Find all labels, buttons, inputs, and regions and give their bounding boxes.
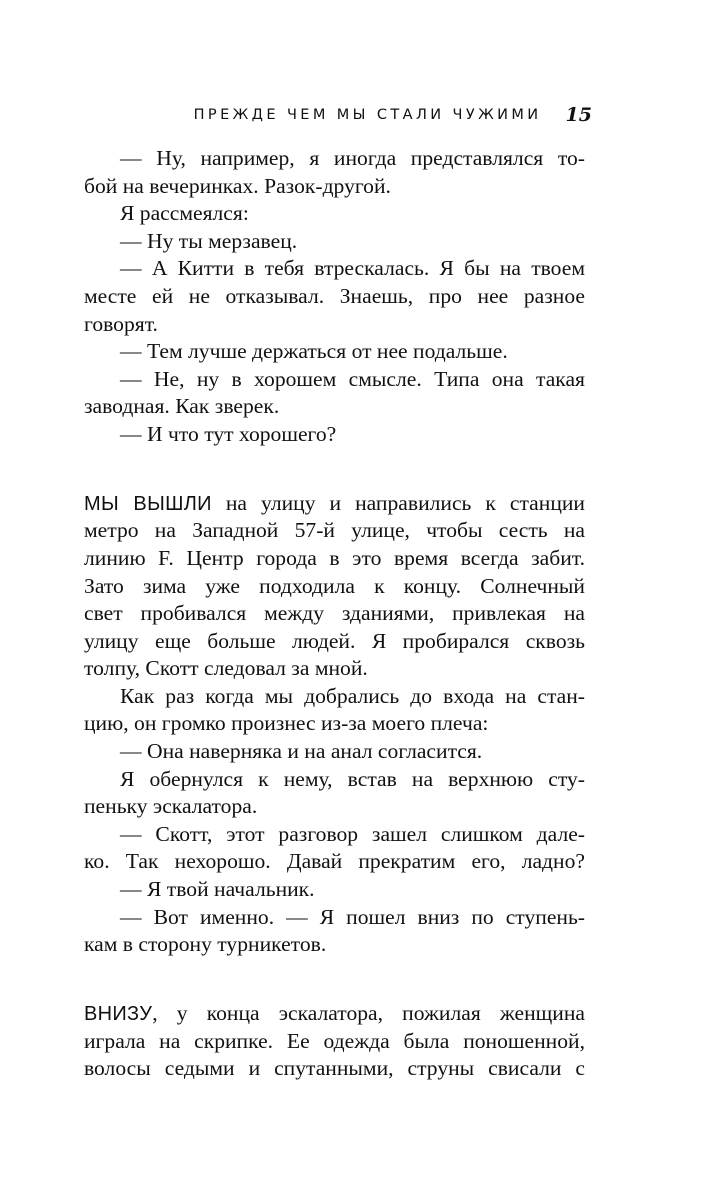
text-line-content: , у конца эскалатора, пожилая женщина [152,1001,585,1025]
text-line: заводная. Как зверек. [84,394,280,419]
running-head [84,100,592,130]
text-line: линию F. Центр города в это время всегда забит. [84,545,585,570]
text-line: кам в сторону турникетов. [84,932,327,957]
text-line: бой на вечеринках. Разок-другой. [84,173,391,198]
text-line-with-lead-in [84,1000,585,1028]
text-line: — И что тут хорошего? [120,421,337,446]
text-line: — Она наверняка и на анал согласится. [120,739,483,764]
text-line: Как раз когда мы добрались до входа на стан- [120,683,585,708]
text-line-content: на улицу и направились к станции [225,490,585,515]
text-line: ко. Так нехорошо. Давай прекратим его, ладно? [84,849,585,874]
text-line: толпу, Скотт следовал за мной. [84,656,368,681]
text-line-with-lead-in [84,490,585,518]
text-line: — Ну, например, я иногда представлялся то- [120,146,585,170]
text-line: метро на Западной 57-й улице, чтобы сесть на [84,518,585,543]
page-number: 15 [565,104,592,126]
section-break [84,449,585,490]
text-line: — Ну ты мерзавец. [120,228,298,253]
text-line: Я рассмеялся: [120,201,249,226]
text-line: — А Китти в тебя втрескалась. Я бы на твоем [120,256,585,281]
section-break [84,959,585,1000]
text-line: пеньку эскалатора. [84,794,258,819]
section-lead-in: МЫ ВЫШЛИ [84,492,212,515]
text-line: — Скотт, этот разговор зашел слишком дале- [120,821,585,846]
text-line: — Тем лучше держаться от нее подальше. [120,339,508,364]
text-line: говорят. [84,311,158,336]
text-line: цию, он громко произнес из-за моего плеча: [84,711,489,736]
text-line: свет пробивался между зданиями, привлекая на [84,601,585,626]
text-line: — Я твой начальник. [120,877,315,902]
text-line: играла на скрипке. Ее одежда была поношенной, [84,1028,585,1053]
text-line: месте ей не отказывал. Знаешь, про нее разное [84,283,585,308]
section-lead-in: ВНИЗУ [84,1003,153,1025]
text-line: Я обернулся к нему, встав на верхнюю сту- [120,766,585,791]
text-line: улицу еще больше людей. Я пробирался сквозь [84,628,585,653]
running-title: ПРЕЖДЕ ЧЕМ МЫ СТАЛИ ЧУЖИМИ [193,107,542,123]
text-line: Зато зима уже подходила к концу. Солнечный [84,573,585,598]
text-line: — Не, ну в хорошем смысле. Типа она такая [120,366,585,391]
text-line: волосы седыми и спутанными, струны свисали с [84,1056,585,1081]
body-text [84,145,585,1083]
text-line: — Вот именно. — Я пошел вниз по ступень- [120,904,585,929]
